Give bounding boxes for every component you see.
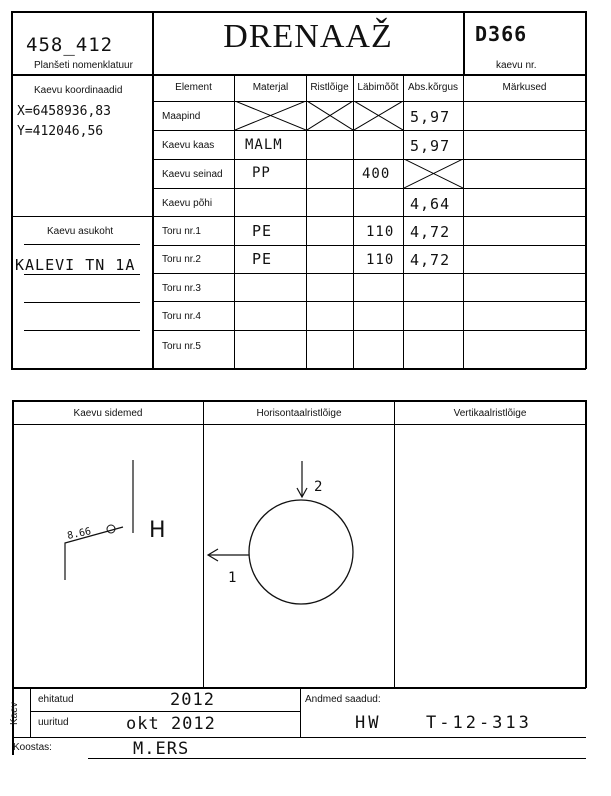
materjal-toru-2: PE — [252, 250, 273, 268]
row-label-toru-1: Toru nr.1 — [162, 226, 201, 237]
koostas-value: M.ERS — [133, 739, 190, 759]
asukoht-line-3 — [24, 302, 140, 303]
asukoht-line-1 — [24, 244, 140, 245]
abs-kaevu-kaas: 5,97 — [410, 137, 451, 155]
row-line — [153, 301, 585, 302]
ehitatud-label: ehitatud — [38, 694, 74, 705]
planset-label: Planšeti nomenklatuur — [34, 60, 133, 71]
footer-mid-line — [30, 711, 300, 712]
frame-top-border — [11, 11, 586, 13]
sketch-col-line-2 — [394, 400, 395, 688]
header-markused: Märkused — [502, 82, 547, 93]
planset-value: 458_412 — [26, 34, 114, 56]
sketch-header-horisontaal: Horisontaalristlõige — [256, 408, 342, 419]
kaevu-nr-separator — [463, 11, 465, 74]
row-line — [153, 130, 585, 131]
kaevu-nr-label: kaevu nr. — [496, 60, 537, 71]
sketch-header-vertikaal: Vertikaalristlõige — [453, 408, 527, 419]
frame-left-border — [11, 11, 13, 369]
abs-maapind: 5,97 — [410, 108, 451, 126]
uuritud-value: okt 2012 — [126, 714, 216, 734]
asukoht-label: Kaevu asukoht — [47, 226, 114, 237]
labimoot-toru-1: 110 — [366, 224, 395, 240]
crossed-cell-maapind-materjal — [235, 101, 306, 130]
sketch-top-border — [12, 400, 586, 402]
row-label-toru-3: Toru nr.3 — [162, 283, 201, 294]
sketch-right-border — [585, 400, 587, 688]
crossed-cell-seinad-abs — [404, 159, 463, 188]
row-line — [153, 188, 585, 189]
andmed-label: Andmed saadud: — [305, 694, 381, 705]
abs-toru-1: 4,72 — [410, 223, 451, 241]
row-label-kaevu-seinad: Kaevu seinad — [162, 169, 223, 180]
well-circle — [249, 500, 353, 604]
row-label-kaevu-kaas: Kaevu kaas — [162, 140, 215, 151]
row-label-toru-5: Toru nr.5 — [162, 341, 201, 352]
row-label-toru-4: Toru nr.4 — [162, 311, 201, 322]
row-line — [153, 330, 585, 331]
materjal-toru-1: PE — [252, 222, 273, 240]
koostas-label: Koostas: — [13, 742, 52, 753]
header-bottom-line — [11, 74, 586, 76]
andmed-separator — [300, 688, 301, 737]
coord-x: X=6458936,83 — [17, 104, 111, 119]
footer-bottom-line — [12, 737, 586, 738]
frame-right-border — [585, 11, 587, 369]
page-title: DRENAAŽ — [223, 18, 393, 55]
abs-kaevu-pohi: 4,64 — [410, 195, 451, 213]
left-panel-separator — [152, 11, 154, 369]
ehitatud-value: 2012 — [170, 690, 215, 710]
sketch-header-sidemed: Kaevu sidemed — [73, 408, 143, 419]
uuritud-label: uuritud — [38, 717, 69, 728]
header-labimoot: Läbimõõt — [357, 82, 399, 93]
labimoot-toru-2: 110 — [366, 252, 395, 268]
kaevu-nr-value: D366 — [475, 22, 528, 46]
kaev-separator — [30, 688, 31, 737]
abs-toru-2: 4,72 — [410, 251, 451, 269]
header-element: Element — [175, 82, 212, 93]
left-panel-split-line — [11, 216, 153, 217]
asukoht-value: KALEVI TN 1A — [15, 256, 136, 274]
materjal-kaevu-seinad: PP — [252, 165, 271, 181]
arrow-label-1: 1 — [228, 570, 237, 586]
header-materjal: Materjal — [252, 82, 289, 93]
asukoht-line-2 — [24, 274, 140, 275]
asukoht-line-4 — [24, 330, 140, 331]
frame-bottom-border — [11, 368, 586, 370]
andmed-value-2: T-12-313 — [426, 713, 532, 733]
header-abs-korgus: Abs.kõrgus — [407, 82, 459, 93]
row-line — [153, 245, 585, 246]
row-line — [153, 159, 585, 160]
row-line — [153, 273, 585, 274]
row-label-kaevu-pohi: Kaevu põhi — [162, 198, 213, 209]
andmed-value-1: HW — [355, 713, 382, 733]
kaev-label: Kaev — [9, 702, 20, 725]
col-line-markused — [463, 74, 464, 368]
coord-y: Y=412046,56 — [17, 124, 104, 139]
coords-label: Kaevu koordinaadid — [34, 85, 123, 96]
crossed-cell-maapind-ristloige — [307, 101, 353, 130]
row-label-maapind: Maapind — [162, 111, 201, 122]
sketch-bottom-border — [12, 687, 586, 689]
arrow-label-2: 2 — [314, 479, 323, 495]
header-ristloige: Ristlõige — [310, 82, 349, 93]
letter-h: H — [149, 518, 166, 543]
col-line-abs — [403, 74, 404, 368]
dist-label: 8.66 — [66, 526, 93, 542]
row-line — [153, 216, 585, 217]
labimoot-kaevu-seinad: 400 — [362, 166, 391, 182]
horizontal-section — [204, 425, 394, 687]
crossed-cell-maapind-labimoot — [354, 101, 403, 130]
row-label-toru-2: Toru nr.2 — [162, 254, 201, 265]
sidemed-sketch — [13, 425, 203, 687]
materjal-kaevu-kaas: MALM — [245, 137, 283, 153]
